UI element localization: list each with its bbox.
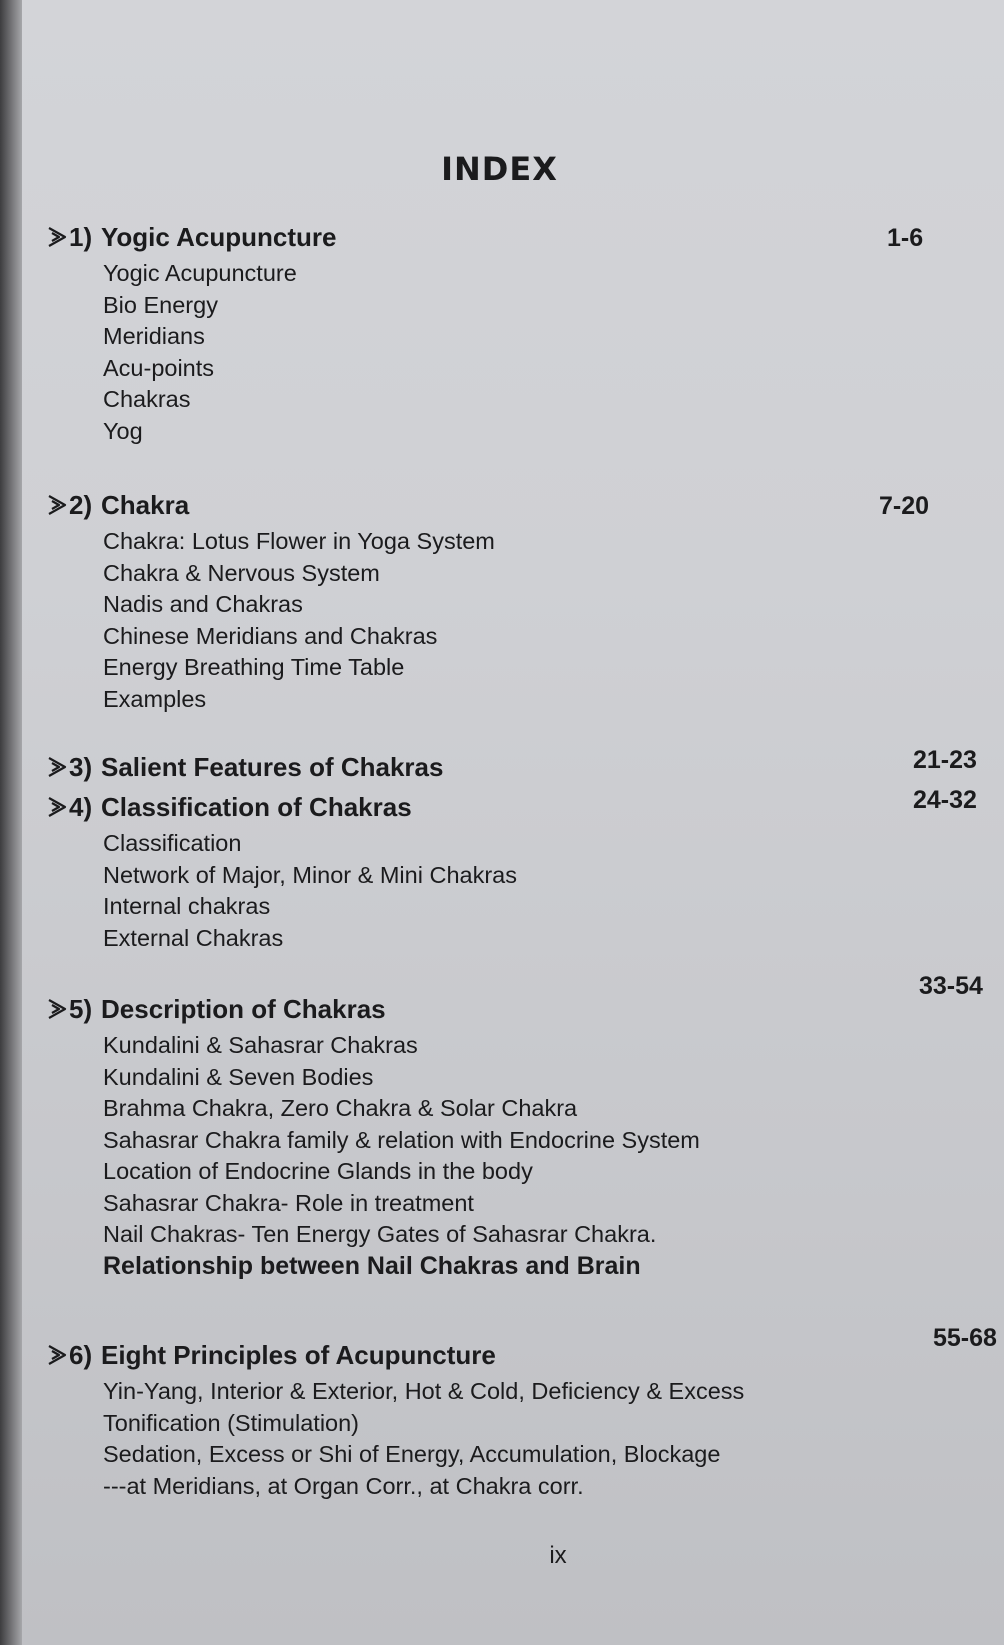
subtopic-item: Kundalini & Sahasrar Chakras (103, 1032, 418, 1058)
subtopic-list (47, 258, 977, 447)
section-number: 1) (69, 222, 93, 252)
subtopic-item: Sahasrar Chakra family & relation with Endocrine System (103, 1126, 700, 1153)
section-heading (47, 222, 977, 258)
section-pages: 24-32 (913, 786, 977, 814)
section-pages: 55-68 (933, 1324, 997, 1352)
section-heading (47, 786, 977, 828)
subtopic-item: Nail Chakras- Ten Energy Gates of Sahasrar Chakra. (103, 1221, 657, 1247)
subtopic-item: Acu-points (103, 354, 215, 381)
subtopic-item: Yogic Acupuncture (103, 260, 297, 286)
subtopic-item: Classification (103, 830, 242, 856)
arrow-bullet-icon (47, 494, 67, 516)
section-pages: 33-54 (919, 972, 983, 1000)
page-title: INDEX (441, 150, 558, 188)
section-number: 4) (69, 792, 93, 822)
subtopic-item: Examples (103, 685, 207, 712)
section-pages: 7-20 (879, 492, 930, 520)
arrow-bullet-icon (47, 226, 67, 248)
section-title: Yogic Acupuncture (101, 222, 337, 252)
subtopic-item: Meridians (103, 323, 205, 349)
subtopic-item: Yog (103, 417, 143, 444)
section-title: Description of Chakras (101, 994, 386, 1024)
subtopic-item: Yin-Yang, Interior & Exterior, Hot & Cold, Deficiency & Excess (103, 1378, 745, 1404)
subtopic-item: Location of Endocrine Glands in the body (103, 1158, 533, 1184)
arrow-bullet-icon (47, 998, 67, 1020)
section-heading (47, 972, 983, 1030)
subtopic-item: Sahasrar Chakra- Role in treatment (103, 1189, 474, 1216)
subtopic-item: Energy Breathing Time Table (103, 654, 405, 680)
section-title: Classification of Chakras (101, 792, 412, 822)
index-section-5 (47, 972, 983, 1282)
section-number: 5) (69, 994, 93, 1024)
index-section-1 (47, 222, 977, 447)
arrow-bullet-icon (47, 796, 67, 818)
subtopic-item: Chinese Meridians and Chakras (103, 622, 438, 649)
subtopic-item: Internal chakras (103, 893, 271, 919)
subtopic-item: Tonification (Stimulation) (103, 1409, 359, 1436)
section-number: 3) (69, 752, 93, 782)
book-spine-shadow (0, 0, 22, 1645)
subtopic-item: Chakra: Lotus Flower in Yoga System (103, 528, 495, 554)
subtopic-item: Nadis and Chakras (103, 591, 303, 617)
arrow-bullet-icon (47, 756, 67, 778)
section-pages: 1-6 (887, 224, 924, 252)
section-heading (47, 490, 977, 526)
page-number: ix (549, 1542, 567, 1569)
section-heading (47, 1324, 997, 1376)
section-title: Salient Features of Chakras (101, 752, 444, 782)
subtopic-item: ---at Meridians, at Organ Corr., at Chakra corr. (103, 1472, 584, 1499)
subtopic-item: Network of Major, Minor & Mini Chakras (103, 861, 517, 888)
subtopic-item: Chakra & Nervous System (103, 559, 380, 586)
book-page (22, 0, 1004, 1645)
section-heading (47, 746, 977, 788)
subtopic-item: External Chakras (103, 924, 284, 951)
subtopic-item: Sedation, Excess or Shi of Energy, Accumulation, Blockage (103, 1441, 721, 1467)
subtopic-list (47, 828, 977, 954)
subtopic-item: Relationship between Nail Chakras and Brain (103, 1251, 641, 1280)
subtopic-item: Kundalini & Seven Bodies (103, 1063, 374, 1090)
arrow-bullet-icon (47, 1344, 67, 1366)
subtopic-list (47, 526, 977, 715)
index-section-2 (47, 490, 977, 715)
section-title: Eight Principles of Acupuncture (101, 1340, 496, 1370)
index-section-6 (47, 1324, 997, 1502)
section-number: 2) (69, 490, 93, 520)
index-section-3 (47, 746, 977, 788)
section-pages: 21-23 (913, 746, 977, 774)
subtopic-item: Chakras (103, 386, 191, 412)
index-section-4 (47, 786, 977, 954)
section-number: 6) (69, 1340, 93, 1370)
subtopic-item: Bio Energy (103, 291, 218, 318)
section-title: Chakra (101, 490, 190, 520)
subtopic-list (47, 1376, 977, 1502)
subtopic-item: Brahma Chakra, Zero Chakra & Solar Chakra (103, 1095, 578, 1121)
subtopic-list (47, 1030, 977, 1282)
